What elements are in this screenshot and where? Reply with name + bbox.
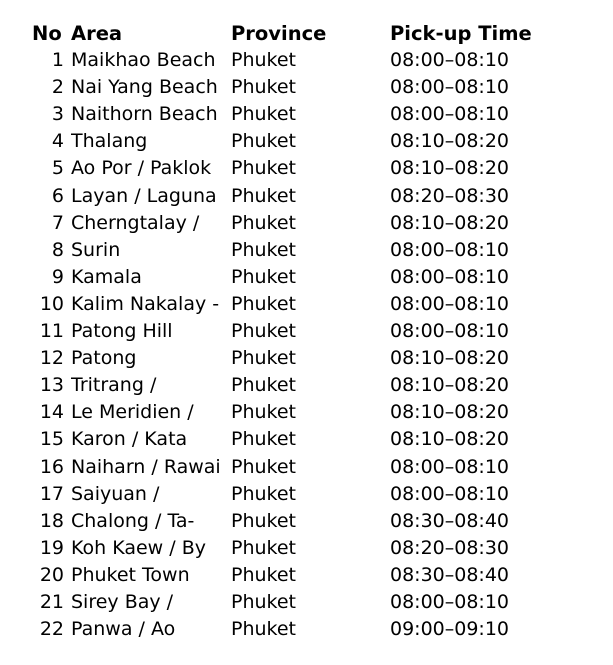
row-area: Naithorn Beach bbox=[71, 103, 218, 126]
row-pickup-time: 08:00–08:10 bbox=[390, 238, 510, 261]
table-row bbox=[0, 47, 613, 74]
row-pickup-time: 08:10–08:20 bbox=[390, 211, 510, 234]
row-province: Phuket bbox=[231, 374, 297, 397]
row-province: Phuket bbox=[231, 184, 297, 207]
row-pickup-time: 08:00–08:10 bbox=[390, 76, 510, 99]
row-province: Phuket bbox=[231, 76, 297, 99]
row-pickup-time: 08:10–08:20 bbox=[390, 130, 510, 153]
row-pickup-time: 08:00–08:10 bbox=[390, 320, 510, 342]
table-row bbox=[0, 345, 613, 372]
row-area: Patong bbox=[71, 347, 137, 370]
row-no: 14 bbox=[39, 401, 64, 424]
row-pickup-time: 08:10–08:20 bbox=[390, 428, 510, 451]
row-no: 20 bbox=[39, 563, 64, 586]
row-area: Phuket Town bbox=[71, 563, 190, 586]
row-area: Maikhao Beach bbox=[71, 49, 216, 71]
row-no: 18 bbox=[39, 509, 64, 532]
table-row bbox=[0, 183, 613, 210]
row-area: Panwa / Ao bbox=[71, 618, 176, 641]
row-no: 11 bbox=[39, 320, 64, 342]
header-no: No bbox=[32, 22, 62, 45]
row-province: Phuket bbox=[231, 157, 297, 180]
table-row bbox=[0, 562, 613, 589]
table-row bbox=[0, 454, 613, 481]
table-row bbox=[0, 101, 613, 128]
row-no: 4 bbox=[51, 130, 64, 153]
row-province: Phuket bbox=[231, 238, 297, 261]
row-no: 1 bbox=[51, 49, 64, 71]
table-row bbox=[0, 399, 613, 426]
row-pickup-time: 08:00–08:10 bbox=[390, 591, 510, 613]
row-province: Phuket bbox=[231, 455, 297, 478]
row-pickup-time: 08:20–08:30 bbox=[390, 184, 510, 207]
row-pickup-time: 08:30–08:40 bbox=[390, 509, 510, 532]
row-pickup-time: 08:00–08:10 bbox=[390, 455, 510, 478]
row-province: Phuket bbox=[231, 591, 297, 613]
row-pickup-time: 08:00–08:10 bbox=[390, 103, 510, 126]
row-pickup-time: 08:10–08:20 bbox=[390, 374, 510, 397]
header-province: Province bbox=[231, 22, 327, 45]
table-row bbox=[0, 616, 613, 643]
row-pickup-time: 08:10–08:20 bbox=[390, 157, 510, 180]
row-area: Patong Hill bbox=[71, 320, 173, 342]
row-area: Saiyuan / bbox=[71, 482, 160, 505]
table-row bbox=[0, 291, 613, 318]
row-province: Phuket bbox=[231, 536, 297, 559]
table-row bbox=[0, 237, 613, 264]
row-area: Naiharn / Rawai bbox=[71, 455, 221, 478]
table-header-row bbox=[0, 20, 613, 47]
row-pickup-time: 09:00–09:10 bbox=[390, 618, 510, 641]
row-province: Phuket bbox=[231, 292, 297, 315]
row-no: 9 bbox=[51, 265, 64, 288]
row-area: Thalang bbox=[71, 130, 148, 153]
row-pickup-time: 08:10–08:20 bbox=[390, 347, 510, 370]
row-no: 5 bbox=[51, 157, 64, 180]
row-province: Phuket bbox=[231, 482, 297, 505]
row-no: 15 bbox=[39, 428, 64, 451]
table-row bbox=[0, 128, 613, 155]
row-province: Phuket bbox=[231, 320, 297, 342]
row-pickup-time: 08:00–08:10 bbox=[390, 482, 510, 505]
row-no: 19 bbox=[39, 536, 64, 559]
table-row bbox=[0, 264, 613, 291]
row-province: Phuket bbox=[231, 130, 297, 153]
row-no: 10 bbox=[39, 292, 64, 315]
row-area: Koh Kaew / By bbox=[71, 536, 206, 559]
row-no: 16 bbox=[39, 455, 64, 478]
row-pickup-time: 08:30–08:40 bbox=[390, 563, 510, 586]
row-area: Chalong / Ta- bbox=[71, 509, 195, 532]
row-province: Phuket bbox=[231, 428, 297, 451]
row-area: Surin bbox=[71, 238, 121, 261]
row-no: 2 bbox=[51, 76, 64, 99]
row-no: 7 bbox=[51, 211, 64, 234]
table-row bbox=[0, 372, 613, 399]
header-pickup-time: Pick-up Time bbox=[390, 22, 532, 45]
row-area: Kalim Nakalay - bbox=[71, 292, 220, 315]
row-area: Nai Yang Beach bbox=[71, 76, 218, 99]
row-no: 17 bbox=[39, 482, 64, 505]
row-area: Cherngtalay / bbox=[71, 211, 200, 234]
table-row bbox=[0, 155, 613, 182]
row-province: Phuket bbox=[231, 563, 297, 586]
table-row bbox=[0, 426, 613, 453]
table-row bbox=[0, 481, 613, 508]
row-area: Kamala bbox=[71, 265, 142, 288]
row-province: Phuket bbox=[231, 103, 297, 126]
table-row bbox=[0, 508, 613, 535]
row-province: Phuket bbox=[231, 49, 297, 71]
row-area: Karon / Kata bbox=[71, 428, 188, 451]
row-province: Phuket bbox=[231, 509, 297, 532]
table-row bbox=[0, 318, 613, 345]
row-area: Sirey Bay / bbox=[71, 591, 174, 613]
row-province: Phuket bbox=[231, 401, 297, 424]
row-area: Ao Por / Paklok bbox=[71, 157, 212, 180]
row-no: 3 bbox=[51, 103, 64, 126]
row-area: Le Meridien / bbox=[71, 401, 194, 424]
row-pickup-time: 08:20–08:30 bbox=[390, 536, 510, 559]
header-area: Area bbox=[71, 22, 123, 45]
row-no: 22 bbox=[39, 618, 64, 641]
table-row bbox=[0, 589, 613, 616]
table-row bbox=[0, 210, 613, 237]
row-pickup-time: 08:00–08:10 bbox=[390, 265, 510, 288]
row-pickup-time: 08:00–08:10 bbox=[390, 49, 510, 71]
row-province: Phuket bbox=[231, 211, 297, 234]
row-area: Tritrang / bbox=[71, 374, 157, 397]
row-pickup-time: 08:00–08:10 bbox=[390, 292, 510, 315]
row-no: 13 bbox=[39, 374, 64, 397]
row-pickup-time: 08:10–08:20 bbox=[390, 401, 510, 424]
table-row bbox=[0, 74, 613, 101]
row-no: 12 bbox=[39, 347, 64, 370]
row-no: 8 bbox=[51, 238, 64, 261]
table-row bbox=[0, 535, 613, 562]
row-province: Phuket bbox=[231, 265, 297, 288]
row-province: Phuket bbox=[231, 618, 297, 641]
row-no: 21 bbox=[39, 591, 64, 613]
row-no: 6 bbox=[51, 184, 64, 207]
row-province: Phuket bbox=[231, 347, 297, 370]
row-area: Layan / Laguna bbox=[71, 184, 217, 207]
